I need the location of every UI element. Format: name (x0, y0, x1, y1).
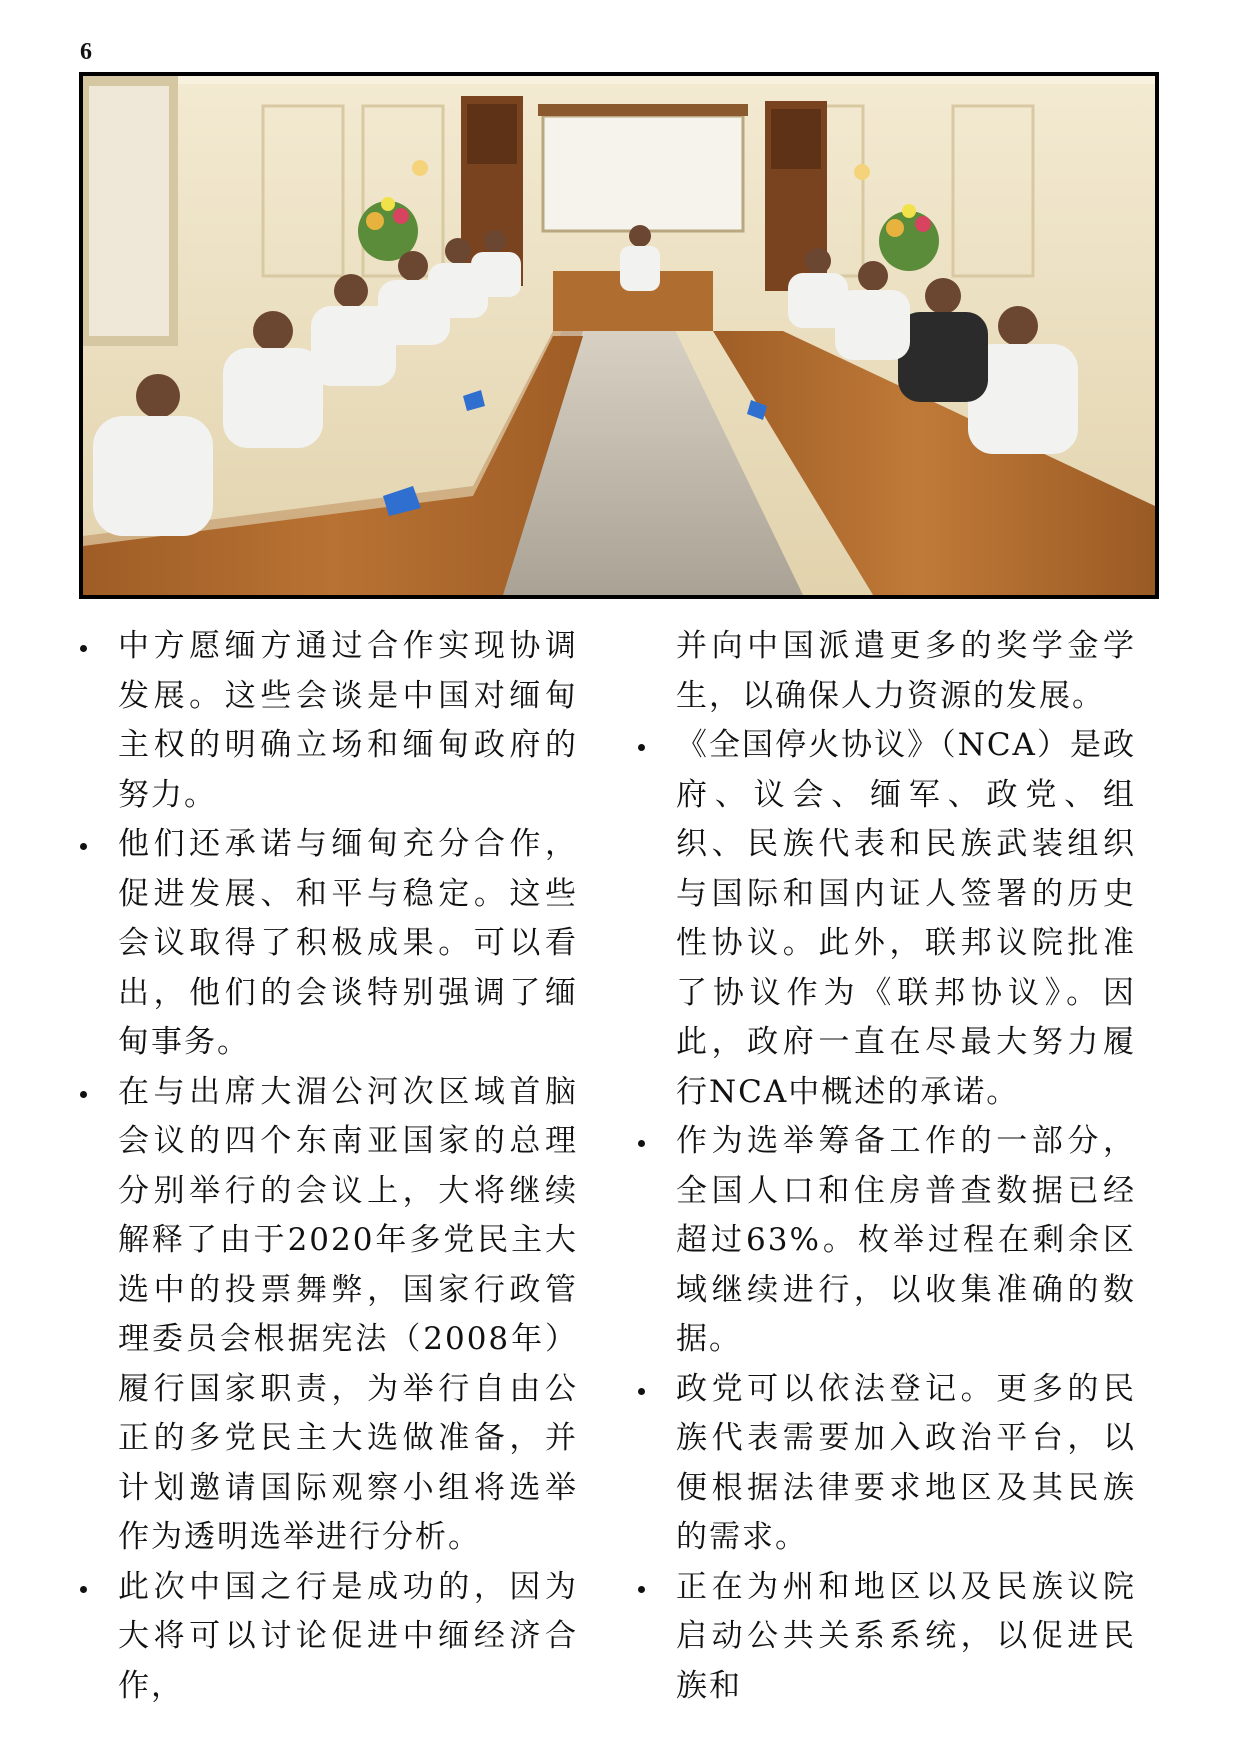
meeting-photo (79, 72, 1159, 599)
bullet-icon (638, 1388, 645, 1395)
bullet-icon (80, 645, 87, 652)
right-list (636, 721, 1136, 1711)
list-item-text: 作为选举筹备工作的一部分，全国人口和住房普查数据已经超过63%。枚举过程在剩余区域继续进行，以收集准确的数据。 (676, 1123, 1136, 1357)
list-item (78, 1068, 578, 1563)
bullet-icon (80, 1586, 87, 1593)
bullet-icon (80, 1091, 87, 1098)
list-item-text: 中方愿缅方通过合作实现协调发展。这些会谈是中国对缅甸主权的明确立场和缅甸政府的努力。 (118, 628, 578, 813)
list-item (78, 1563, 578, 1712)
list-item (636, 721, 1136, 1117)
right-column (636, 622, 1136, 1711)
bullet-icon (80, 843, 87, 850)
bullet-icon (638, 1586, 645, 1593)
list-item-text: 《全国停火协议》（NCA）是政府、议会、缅军、政党、组织、民族代表和民族武装组织与国际和国内证人签署的历史性协议。此外，联邦议院批准了协议作为《联邦协议》。因此，政府一直在尽最大努力履行NCA中概述的承诺。 (676, 727, 1136, 1110)
list-item (636, 1365, 1136, 1563)
bullet-icon (638, 744, 645, 751)
list-item-text: 政党可以依法登记。更多的民族代表需要加入政治平台，以便根据法律要求地区及其民族的需求。 (676, 1370, 1136, 1555)
meeting-room-photo-icon (83, 76, 1155, 595)
list-item-text: 他们还承诺与缅甸充分合作，促进发展、和平与稳定。这些会议取得了积极成果。可以看出，他们的会谈特别强调了缅甸事务。 (118, 826, 578, 1060)
list-item (636, 1117, 1136, 1365)
list-item (78, 820, 578, 1068)
list-item-text: 此次中国之行是成功的，因为大将可以讨论促进中缅经济合作， (118, 1568, 578, 1704)
list-item-text: 在与出席大湄公河次区域首脑会议的四个东南亚国家的总理分别举行的会议上，大将继续解释了由于2020年多党民主大选中的投票舞弊，国家行政管理委员会根据宪法（2008年）履行国家职责，为举行自由公正的多党民主大选做准备，并计划邀请国际观察小组将选举作为透明选举进行分析。 (118, 1073, 578, 1555)
list-item (636, 1563, 1136, 1712)
list-item-text: 正在为州和地区以及民族议院启动公共关系系统，以促进民族和 (676, 1568, 1136, 1704)
page-number: 6 (80, 39, 92, 65)
left-column (78, 622, 578, 1711)
continued-text: 并向中国派遣更多的奖学金学生，以确保人力资源的发展。 (676, 628, 1136, 714)
list-item (78, 622, 578, 820)
bullet-icon (638, 1140, 645, 1147)
